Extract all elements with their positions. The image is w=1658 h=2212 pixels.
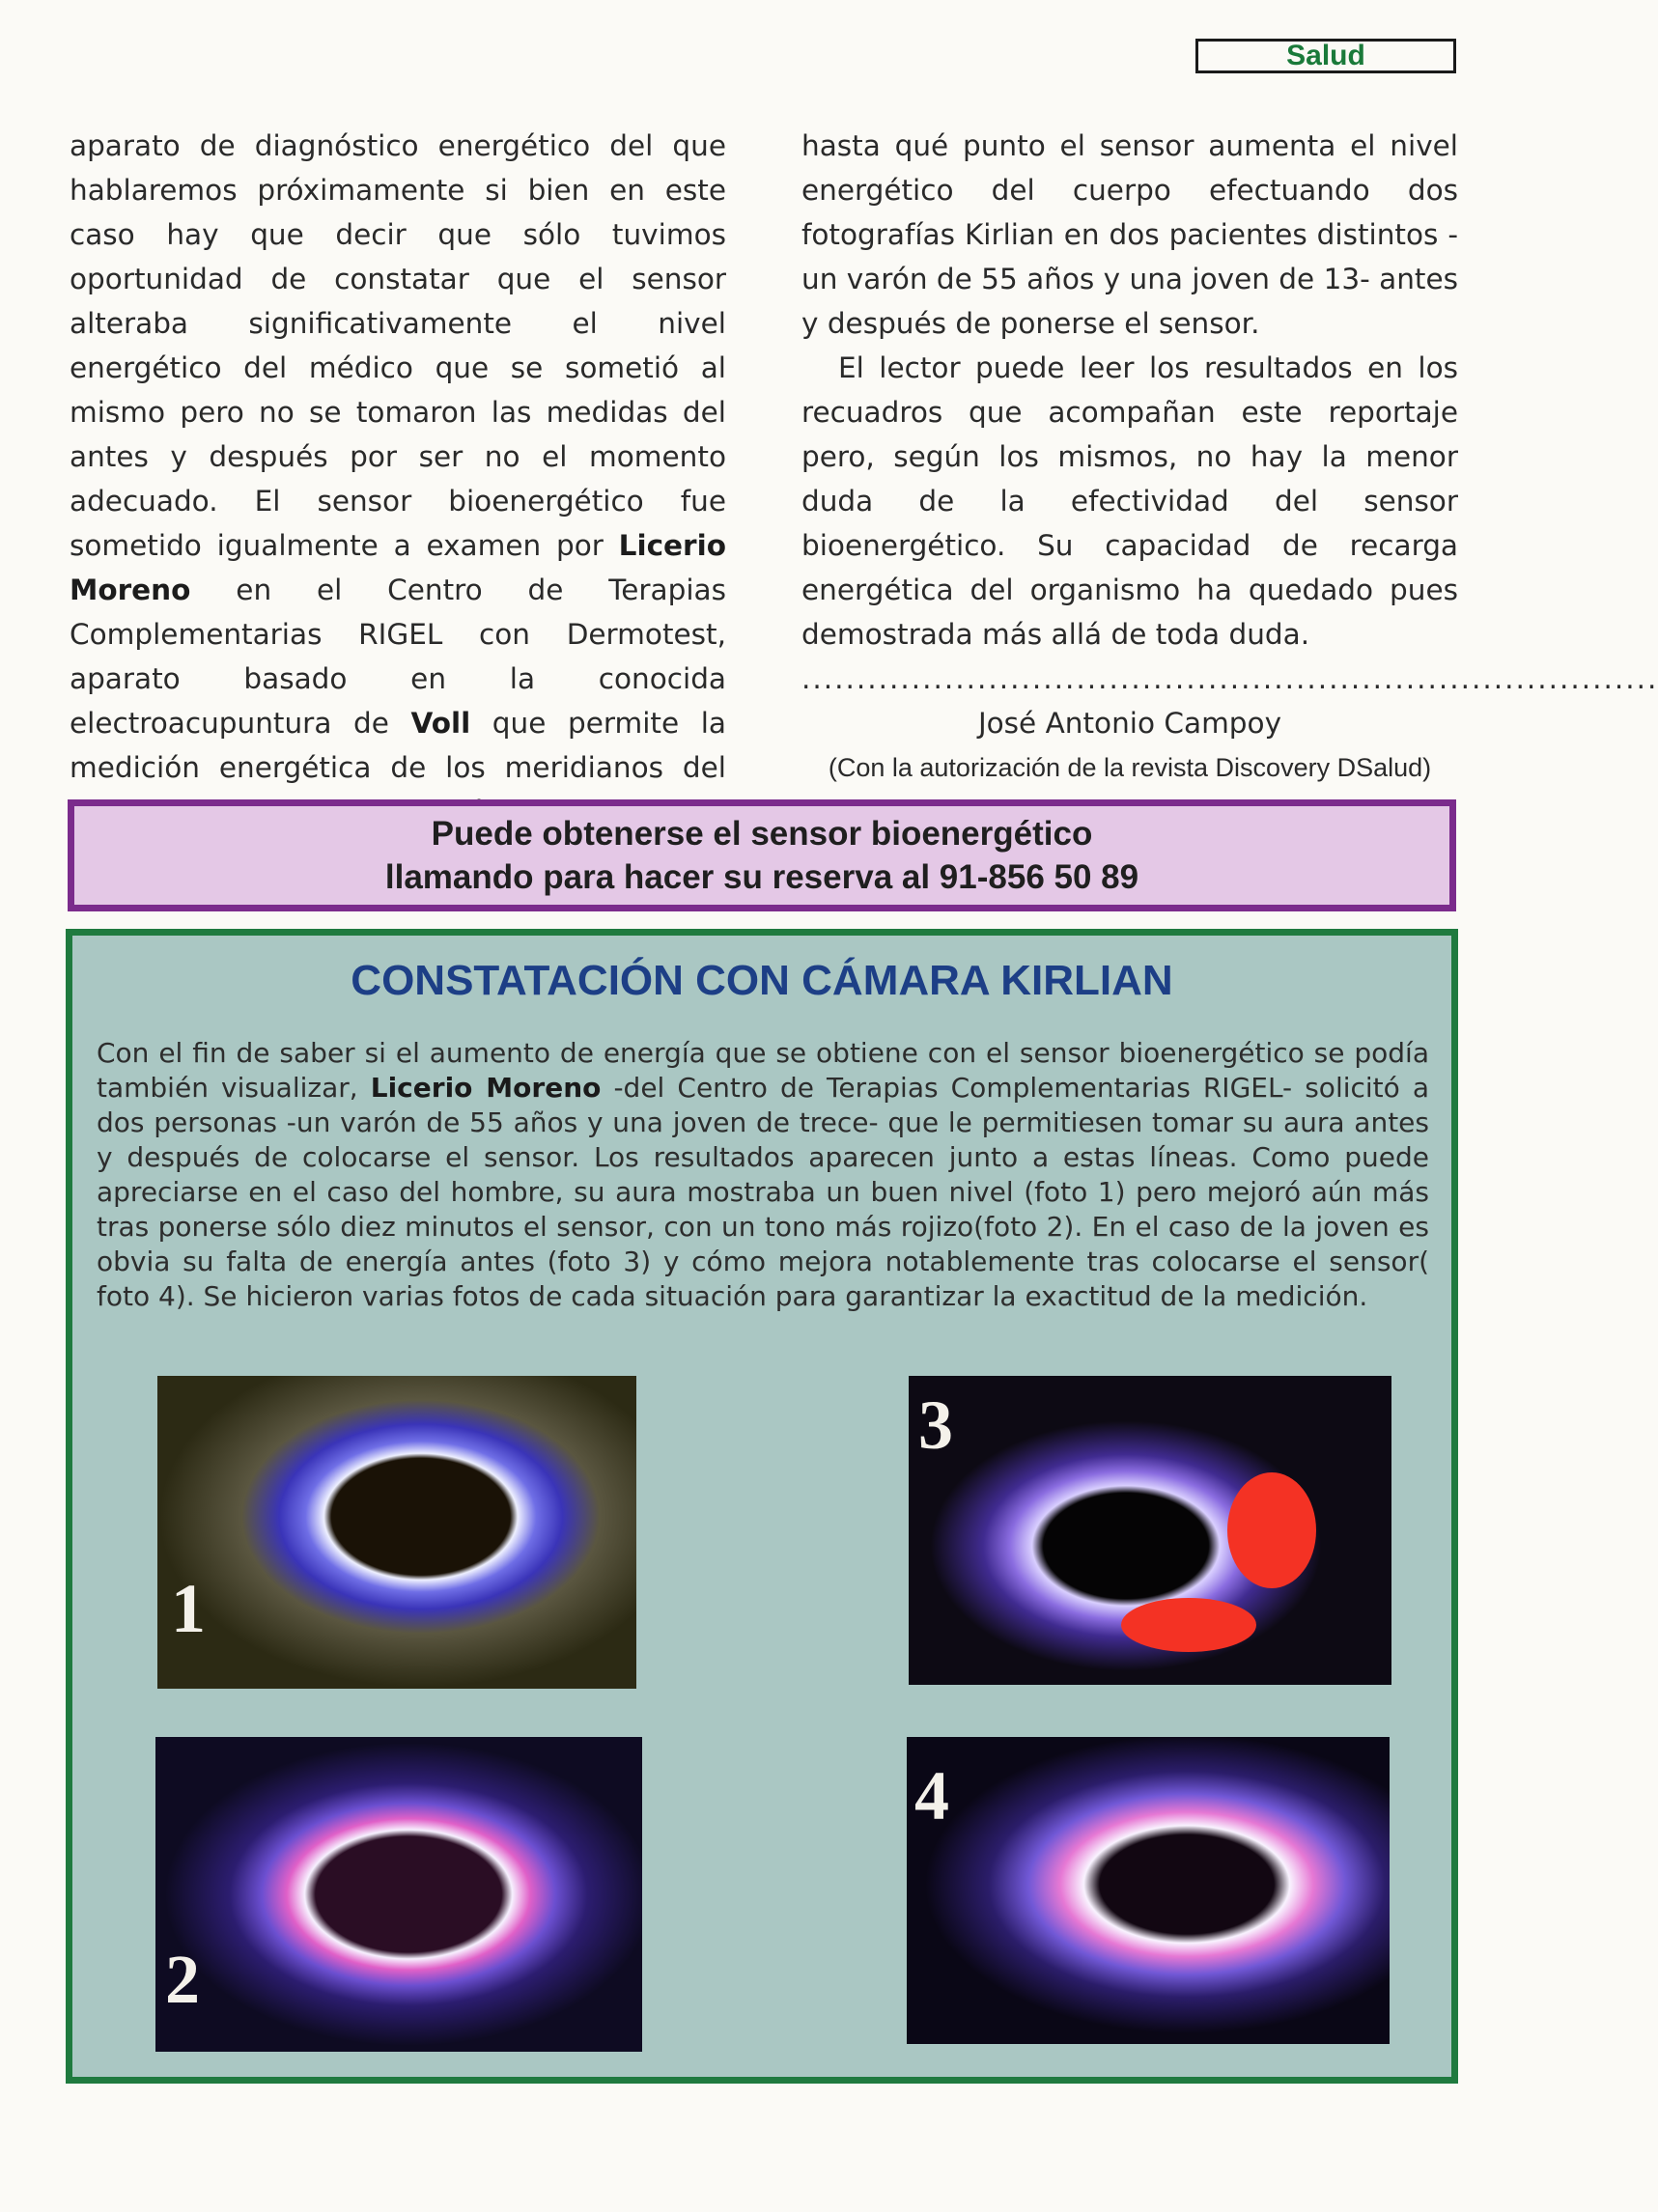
section-tag: Salud <box>1195 39 1456 73</box>
kirlian-photo-4 <box>907 1737 1390 2044</box>
photo-number: 3 <box>918 1386 953 1464</box>
left-text-b: en el Centro de Terapias Complementarias RIGEL con Dermotest, aparato basado en la conocida electroacupuntura de <box>70 574 726 740</box>
kirlian-photo-1 <box>157 1376 636 1689</box>
photo-number: 1 <box>171 1570 206 1647</box>
box-text-b: -del Centro de Terapias Complementarias RIGEL- solicitó a dos personas -un varón de 55 años y una joven de trece- que le permitiesen tomar su aura antes y después de colocarse el sensor. Los resultados aparecen junto a estas líneas. Como puede apreciarse en el caso del hombre, su aura mostraba un buen nivel (foto 1) pero mejoró aún más tras ponerse sólo diez minutos el sensor, con un tono más rojizo(foto 2). En el caso de la joven es obvia su falta de energía antes (foto 3) y cómo mejora notablemente tras colocarse el sensor( foto 4). Se hicieron varias fotos de cada situación para garantizar la exactitud de la medición. <box>97 1072 1429 1312</box>
left-text-c: que permite la medición energética de los meridianos del <box>70 707 726 784</box>
credit-line: (Con la autorización de la revista Discovery DSalud) <box>828 753 1432 782</box>
red-aura-patch <box>1227 1472 1316 1588</box>
right-column <box>801 124 1658 790</box>
photo-number: 2 <box>165 1941 200 2018</box>
promo-box <box>68 799 1456 911</box>
kirlian-box <box>66 929 1458 2084</box>
promo-line-1: Puede obtenerse el sensor bioenergético <box>431 815 1093 853</box>
dotted-divider: .............................................................................. <box>801 662 1658 695</box>
left-text-a: aparato de diagnóstico energético del que hablaremos próximamente si bien en este caso hay que decir que sólo tuvimos oportunidad de constatar que el sensor alteraba significativamente el nivel energético del médico que se sometió al mismo pero no se tomaron las medidas del antes y después por ser no el momento adecuado. El sensor bioenergético fue sometido igualmente a examen por <box>70 129 726 562</box>
promo-line-2: llamando para hacer su reserva al 91-856 50 89 <box>384 858 1139 896</box>
box-title: CONSTATACIÓN CON CÁMARA KIRLIAN <box>351 957 1173 1004</box>
name-voll: Voll <box>410 707 471 740</box>
left-paragraph <box>70 124 726 834</box>
kirlian-photo-3 <box>909 1376 1391 1685</box>
red-aura-patch <box>1121 1598 1256 1652</box>
photo-number: 4 <box>914 1757 949 1834</box>
author-name: José Antonio Campoy <box>977 707 1282 740</box>
kirlian-photo-2 <box>155 1737 642 2052</box>
box-text-a: Con el fin de saber si el aumento de energía que se obtiene con el sensor bioenergético se podía también visualizar, <box>97 1037 1429 1104</box>
box-name-licerio-moreno: Licerio Moreno <box>370 1072 602 1104</box>
box-text <box>97 1036 1429 1314</box>
name-licerio-moreno: Licerio Moreno <box>70 529 726 606</box>
right-paragraph-2: El lector puede leer los resultados en los recuadros que acompañan este reportaje pero, según los mismos, no hay la menor duda de la efectividad del sensor bioenergético. Su capacidad de recarga energética del organismo ha quedado pues demostrada más allá de toda duda. <box>801 351 1458 651</box>
left-column <box>70 124 726 834</box>
right-paragraph-1: hasta qué punto el sensor aumenta el nivel energético del cuerpo efectuando dos fotografías Kirlian en dos pacientes distintos -un varón de 55 años y una joven de 13- antes y después de ponerse el sensor. <box>801 129 1458 340</box>
